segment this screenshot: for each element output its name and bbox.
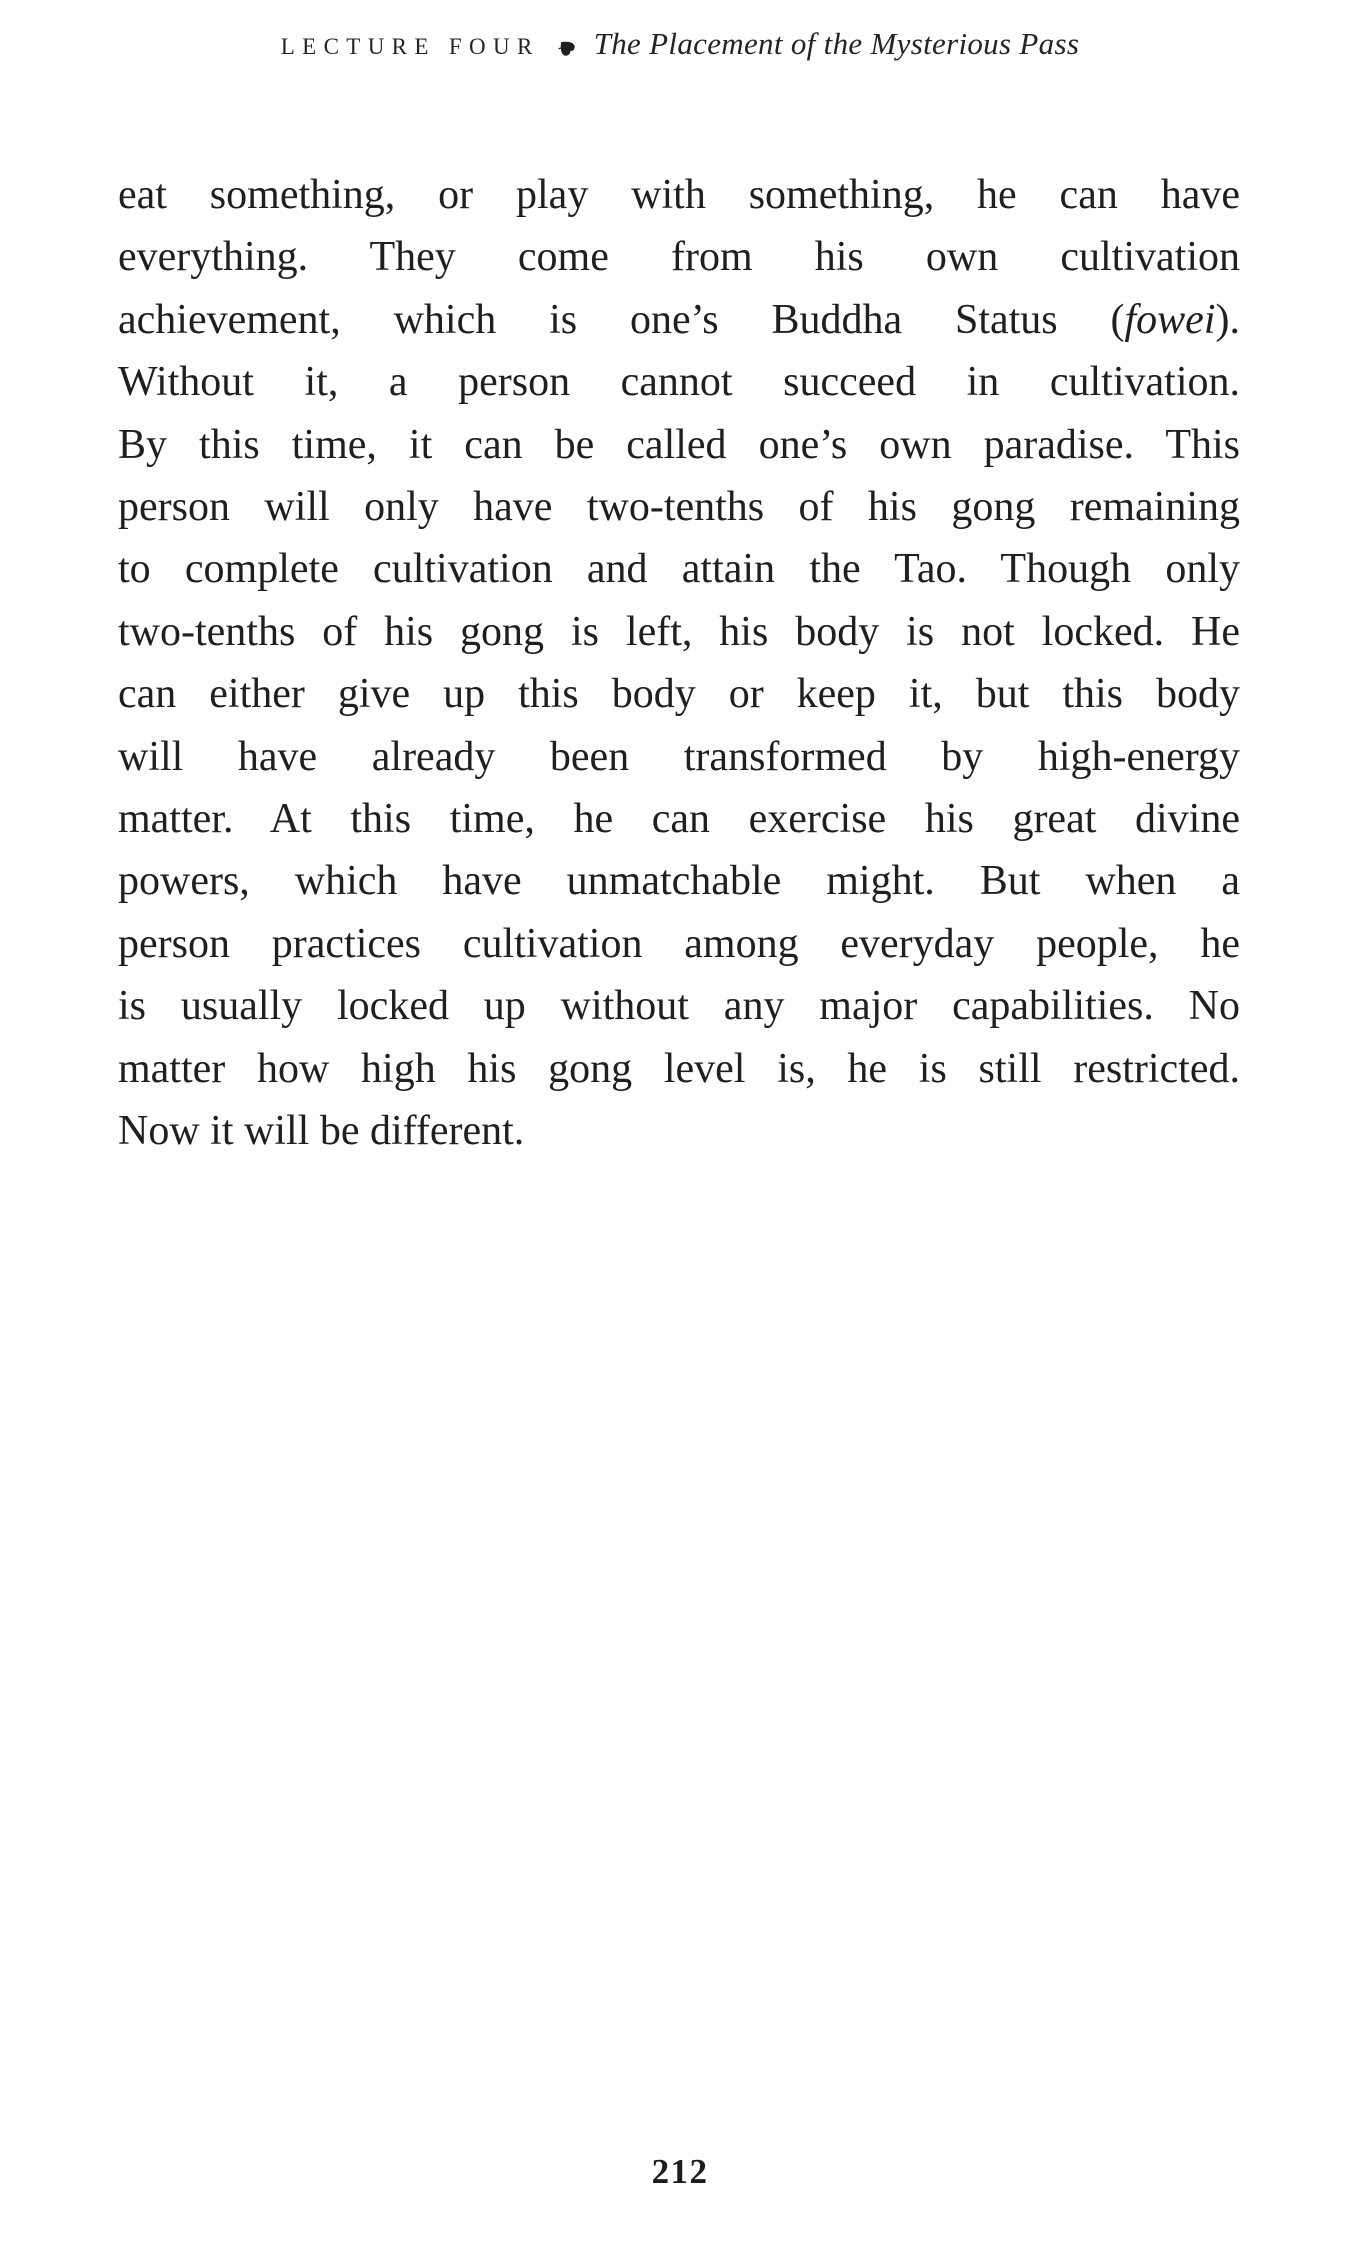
lecture-number-label: LECTURE FOUR [280, 34, 540, 59]
text-line [118, 788, 1240, 850]
text-line [118, 726, 1240, 788]
text-line [118, 975, 1240, 1037]
text-line [118, 164, 1240, 226]
text-segment: person will only have two-tenths of his gong remaining [118, 484, 1240, 531]
text-line [118, 1038, 1240, 1100]
text-segment: person practices cultivation among everyday people, he [118, 920, 1240, 967]
text-line [118, 913, 1240, 975]
text-segment: Without it, a person cannot succeed in cultivation. [118, 359, 1240, 406]
text-segment: matter. At this time, he can exercise his great divine [118, 796, 1240, 843]
text-segment: to complete cultivation and attain the Tao. Though only [118, 546, 1240, 593]
hedera-fleuron-icon [556, 36, 578, 60]
text-segment: ). [1215, 296, 1240, 343]
text-line [118, 538, 1240, 600]
text-line [118, 476, 1240, 538]
text-line [118, 289, 1240, 351]
text-segment: powers, which have unmatchable might. But when a [118, 858, 1240, 905]
text-segment: everything. They come from his own cultivation [118, 234, 1240, 281]
text-line [118, 414, 1240, 476]
text-line [118, 850, 1240, 912]
text-segment: matter how high his gong level is, he is still restricted. [118, 1045, 1240, 1092]
text-line [118, 1100, 1240, 1162]
text-line [118, 601, 1240, 663]
running-head [0, 26, 1360, 62]
page-number: 212 [651, 2152, 709, 2191]
text-segment: eat something, or play with something, he can have [118, 172, 1240, 218]
text-segment: Now it will be different. [118, 1108, 525, 1155]
text-segment: is usually locked up without any major capabilities. No [118, 983, 1240, 1030]
text-segment: achievement, which is one’s Buddha Status ( [118, 296, 1125, 343]
text-line [118, 663, 1240, 725]
italic-term: fowei [1124, 296, 1216, 343]
text-segment: can either give up this body or keep it, but this body [118, 671, 1240, 718]
text-segment: will have already been transformed by high-energy [118, 733, 1240, 780]
text-line [118, 226, 1240, 288]
text-line [118, 351, 1240, 413]
text-segment: By this time, it can be called one’s own paradise. This [118, 421, 1240, 468]
text-segment: two-tenths of his gong is left, his body is not locked. He [118, 608, 1240, 655]
body-text [118, 164, 1240, 1163]
chapter-title: The Placement of the Mysterious Pass [593, 26, 1080, 61]
